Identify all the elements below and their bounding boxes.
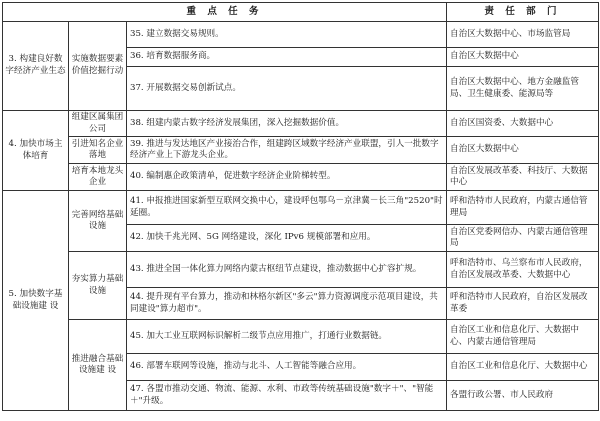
action-cell: 推进融合基础设施建 设 [69, 320, 127, 411]
area-cell: 5. 加快数字基础设施建 设 [3, 191, 69, 411]
dept-cell: 呼和浩特市、乌兰察布市人民政府，自治区发展改革委、大数据中心 [447, 252, 599, 288]
task-cell: 44. 提升现有平台算力，推动和林格尔新区"多云"算力资源调度示范项目建设，共同建设"算力超市"。 [127, 288, 447, 320]
task-table [2, 2, 599, 411]
table-row [3, 111, 599, 137]
table-row [3, 252, 599, 288]
dept-cell: 自治区大数据中心、市场监管局 [447, 22, 599, 48]
area-cell: 3. 构建良好数字经济产业生态 [3, 22, 69, 111]
dept-cell: 呼和浩特市人民政府，内蒙古通信管理局 [447, 191, 599, 225]
action-cell: 完善网络基础设施 [69, 191, 127, 252]
dept-cell: 呼和浩特市人民政府，自治区发展改革委 [447, 288, 599, 320]
table-row [3, 164, 599, 191]
task-cell: 47. 各盟市推动交通、物流、能源、水利、市政等传统基础设施"数字＋"、"智能＋"升级。 [127, 381, 447, 411]
action-cell: 组建区属集团公司 [69, 111, 127, 137]
table-row [3, 320, 599, 354]
task-cell: 45. 加大工业互联网标识解析二级节点应用推广，打通行业数据链。 [127, 320, 447, 354]
task-cell: 40. 编制惠企政策清单，促进数字经济企业阶梯转型。 [127, 164, 447, 191]
dept-cell: 自治区工业和信息化厅、大数据中心、内蒙古通信管理局 [447, 320, 599, 354]
dept-cell: 自治区大数据中心 [447, 48, 599, 67]
task-cell: 38. 组建内蒙古数字经济发展集团，深入挖掘数据价值。 [127, 111, 447, 137]
area-cell: 4. 加快市场主体培育 [3, 111, 69, 191]
dept-cell: 自治区发展改革委、科技厅、大数据中心 [447, 164, 599, 191]
action-cell: 引进知名企业落地 [69, 137, 127, 164]
task-cell: 46. 部署车联网等设施，推动与北斗、人工智能等融合应用。 [127, 354, 447, 381]
dept-cell: 自治区大数据中心 [447, 137, 599, 164]
table-row [3, 22, 599, 48]
header-task: 重 点 任 务 [3, 3, 447, 22]
action-cell: 实施数据要素价值挖掘行动 [69, 22, 127, 111]
dept-cell: 自治区大数据中心、地方金融监管局、卫生健康委、能源局等 [447, 67, 599, 111]
action-cell: 夯实算力基础设施 [69, 252, 127, 320]
task-cell: 37. 开展数据交易创新试点。 [127, 67, 447, 111]
task-cell: 43. 推进全国一体化算力网络内蒙古枢纽节点建设，推动数据中心扩容扩规。 [127, 252, 447, 288]
dept-cell: 自治区工业和信息化厅、大数据中心 [447, 354, 599, 381]
table-row [3, 191, 599, 225]
dept-cell: 自治区国资委、大数据中心 [447, 111, 599, 137]
header-dept: 责 任 部 门 [447, 3, 599, 22]
task-cell: 35. 建立数据交易规则。 [127, 22, 447, 48]
task-cell: 42. 加快千兆光网、5G 网络建设，深化 IPv6 规模部署和应用。 [127, 225, 447, 252]
header-row [3, 3, 599, 22]
task-cell: 39. 推进与发达地区产业接治合作，组建跨区域数字经济产业联盟，引人一批数字经济产业上下游龙头企业。 [127, 137, 447, 164]
task-cell: 41. 申报推进国家新型互联网交换中心，建设呼包鄂乌－京津冀－长三角"2520"时延圈。 [127, 191, 447, 225]
table-row [3, 137, 599, 164]
action-cell: 培育本地龙头企业 [69, 164, 127, 191]
task-cell: 36. 培育数据服务商。 [127, 48, 447, 67]
dept-cell: 自治区党委网信办、内蒙古通信管理局 [447, 225, 599, 252]
dept-cell: 各盟行政公署、市人民政府 [447, 381, 599, 411]
